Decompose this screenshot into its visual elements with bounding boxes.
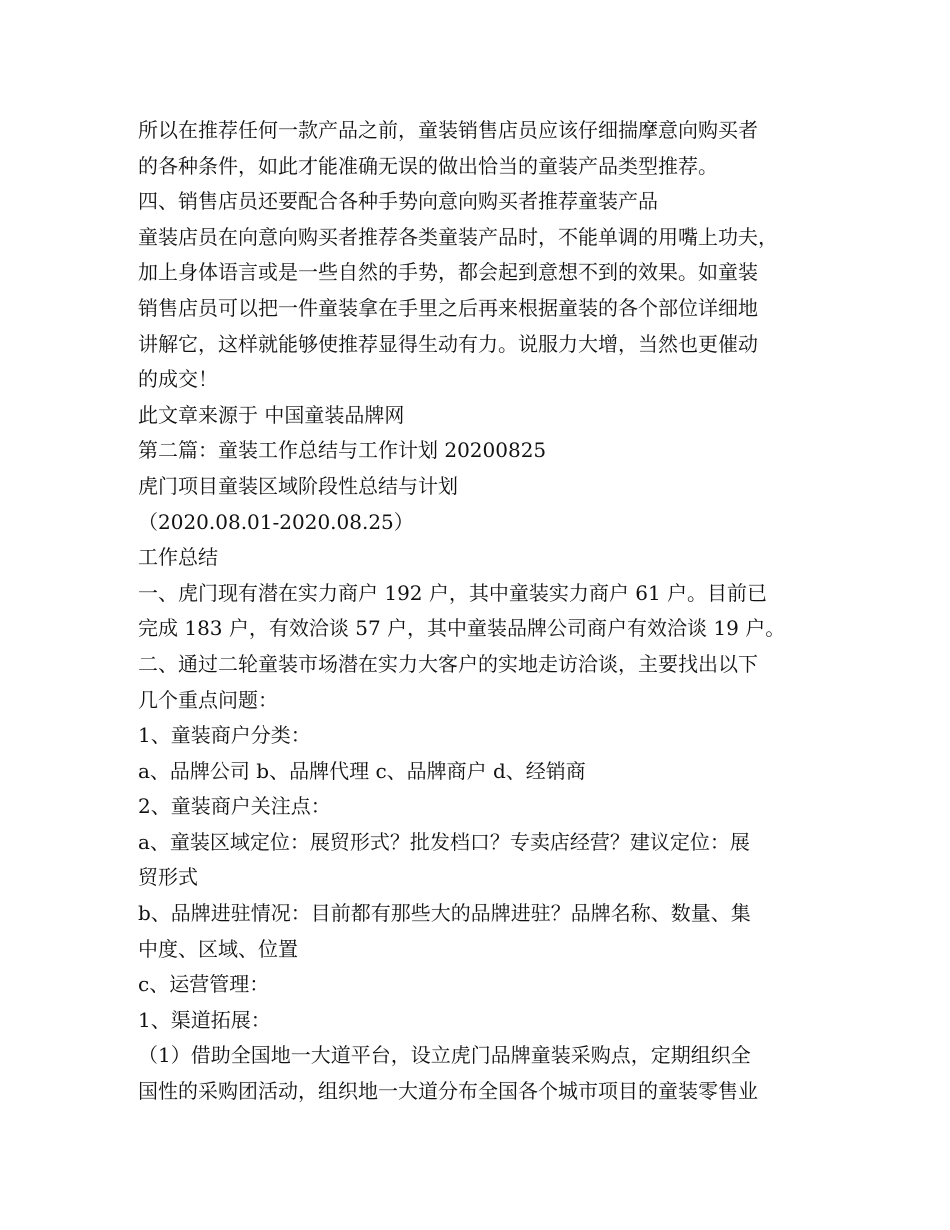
text-line: 童装店员在向意向购买者推荐各类童装产品时，不能单调的用嘴上功夫， xyxy=(138,224,778,249)
section-heading: 工作总结 xyxy=(138,545,218,570)
text-line: 所以在推荐任何一款产品之前，童装销售店员应该仔细揣摩意向购买者 xyxy=(138,118,758,142)
text-line: 销售店员可以把一件童装拿在手里之后再来根据童装的各个部位详细地 xyxy=(138,295,758,320)
section-heading: 四、销售店员还要配合各种手势向意向购买者推荐童装产品 xyxy=(138,189,658,214)
text-line: 贸形式 xyxy=(138,865,198,890)
document-body xyxy=(138,113,828,1110)
text-line: 完成 183 户，有效洽谈 57 户，其中童装品牌公司商户有效洽谈 19 户。 xyxy=(138,616,786,641)
chapter-title: 第二篇：童装工作总结与工作计划 20200825 xyxy=(138,438,547,463)
text-line: 国性的采购团活动，组织地一大道分布全国各个城市项目的童装零售业 xyxy=(138,1079,758,1104)
list-item: 2、童装商户关注点： xyxy=(138,794,331,819)
list-item: （1）借助全国地一大道平台，设立虎门品牌童装采购点，定期组织全 xyxy=(138,1043,751,1068)
text-line: 的成交！ xyxy=(138,367,218,392)
text-line: 一、虎门现有潜在实力商户 192 户，其中童装实力商户 61 户。目前已 xyxy=(138,580,768,605)
list-item: 1、童装商户分类： xyxy=(138,723,311,748)
list-item: b、品牌进驻情况：目前都有那些大的品牌进驻？品牌名称、数量、集 xyxy=(138,901,751,926)
list-item: c、运营管理： xyxy=(138,972,270,997)
document-title: 虎门项目童装区域阶段性总结与计划 xyxy=(138,473,458,498)
date-range: （2020.08.01-2020.08.25） xyxy=(138,509,414,534)
list-item: a、童装区域定位：展贸形式？批发档口？专卖店经营？建议定位：展 xyxy=(138,829,750,854)
text-line: 二、通过二轮童装市场潜在实力大客户的实地走访洽谈，主要找出以下 xyxy=(138,651,758,676)
text-line: 讲解它，这样就能够使推荐显得生动有力。说服力大增，当然也更催动 xyxy=(138,331,758,356)
text-line: 几个重点问题： xyxy=(138,687,278,712)
text-line: 的各种条件，如此才能准确无误的做出恰当的童装产品类型推荐。 xyxy=(138,153,718,178)
text-line: 中度、区域、位置 xyxy=(138,936,298,961)
text-line: 加上身体语言或是一些自然的手势，都会起到意想不到的效果。如童装 xyxy=(138,260,758,285)
list-item: 1、渠道拓展： xyxy=(138,1007,271,1032)
list-item: a、品牌公司 b、品牌代理 c、品牌商户 d、经销商 xyxy=(138,758,586,783)
source-note: 此文章来源于 中国童装品牌网 xyxy=(138,402,405,427)
